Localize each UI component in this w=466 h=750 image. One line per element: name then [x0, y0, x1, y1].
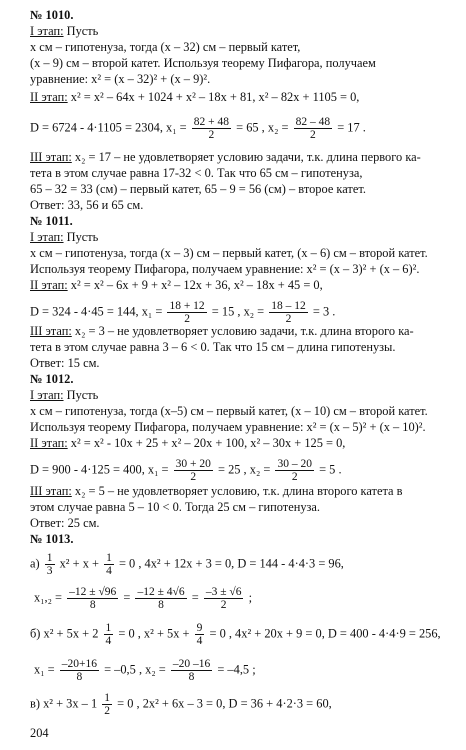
- denominator: 4: [105, 635, 112, 647]
- math-text: в) x² + 3x – 1: [30, 696, 98, 711]
- math-text: = 0 , x² + 5x +: [118, 626, 190, 641]
- text-line: Используя теорему Пифагора, получаем уравнение: x² = (x – 5)² + (x – 10)².: [30, 420, 426, 434]
- numerator: 1: [104, 692, 111, 704]
- math-text: =: [191, 590, 199, 605]
- text-line: тета в этом случае равна 3 – 6 < 0. Так что 15 см – длина гипотенузы.: [30, 340, 396, 354]
- denominator: 8: [158, 599, 164, 611]
- problem-1012-stage2-line: [30, 436, 452, 450]
- math-text: б) x² + 5x + 2: [30, 626, 99, 641]
- math-text: = 0 , 2x² + 6x – 3 = 0, D = 36 + 4·2·3 = 60,: [117, 696, 332, 711]
- math-text: ;: [248, 590, 253, 605]
- math-text: = –0,5 , x₂ =: [104, 662, 166, 677]
- numerator: –20+16: [61, 658, 97, 670]
- denominator: 2: [208, 129, 215, 141]
- problem-1010-stage2-line: [30, 90, 452, 104]
- part-a-line: [30, 552, 452, 577]
- problem-1012-stage3-line: [30, 484, 452, 498]
- math-text: D = 6724 - 4·1105 = 2304, x₁ =: [30, 120, 187, 135]
- math-text: = 0 , 4x² + 12x + 3 = 0, D = 144 - 4·4·3 = 96,: [118, 556, 344, 571]
- equation-text: x² = x² - 10x + 25 + x² – 20x + 100, x² – 30x + 125 = 0,: [67, 436, 346, 450]
- text-line: x см – гипотенуза, тогда (x–5) см – первый катет, (x – 10) см – второй катет.: [30, 404, 428, 418]
- fraction: [192, 116, 231, 141]
- fraction: [294, 116, 333, 141]
- denominator: 2: [104, 705, 111, 717]
- problem-1012-header: № 1012.: [30, 372, 74, 386]
- math-text: = 15 , x₂ =: [211, 304, 265, 319]
- denominator: 2: [291, 471, 298, 483]
- math-text: D = 900 - 4·125 = 400, x₁ =: [30, 462, 169, 477]
- denominator: 2: [184, 313, 190, 325]
- math-text: =: [123, 590, 131, 605]
- problem-1010-header: № 1010.: [30, 8, 74, 22]
- numerator: 82 – 48: [295, 116, 331, 128]
- denominator: 2: [285, 313, 292, 325]
- math-text: = 65 , x₂ =: [236, 120, 289, 135]
- answer-line: Ответ: 33, 56 и 65 см.: [30, 198, 144, 212]
- denominator: 2: [190, 471, 197, 483]
- denominator: 4: [196, 635, 203, 647]
- text-line: x см – гипотенуза, тогда (x – 3) см – первый катет, (x – 6) см – второй катет.: [30, 246, 428, 260]
- stage-1-label: I этап:: [30, 230, 64, 244]
- math-text: x² + x +: [59, 556, 99, 571]
- stage-2-label: II этап:: [30, 278, 68, 292]
- text-line: Пусть: [63, 24, 99, 38]
- answer-line: Ответ: 25 см.: [30, 516, 100, 530]
- problem-1010-stage1-line: [30, 24, 452, 38]
- part-b-roots-line: [34, 658, 452, 683]
- numerator: 30 – 20: [277, 458, 312, 470]
- fraction: [171, 658, 212, 683]
- text-line: этом случае равна 5 – 10 < 0. Тогда 25 см – гипотенуза.: [30, 500, 321, 514]
- text-line: (x – 9) см – второй катет. Используя теорему Пифагора, получаем: [30, 56, 376, 70]
- numerator: 30 + 20: [175, 458, 211, 470]
- equation-text: x² = x² – 6x + 9 + x² – 12x + 36, x² – 18x + 45 = 0,: [67, 278, 323, 292]
- denominator: 3: [46, 565, 53, 577]
- text-line: x см – гипотенуза, тогда (x – 32) см – первый катет,: [30, 40, 301, 54]
- fraction: [104, 622, 114, 647]
- fraction: [104, 552, 114, 577]
- page-number: 204: [30, 726, 49, 740]
- fraction: [135, 586, 186, 611]
- numerator: 1: [105, 622, 112, 634]
- math-text: x₁ =: [34, 662, 55, 677]
- problem-1012-stage1-line: [30, 388, 452, 402]
- stage-3-label: III этап:: [30, 324, 72, 338]
- problem-1011-header: № 1011.: [30, 214, 73, 228]
- text-line: 65 – 32 = 33 (см) – первый катет, 65 – 9 = 56 (см) – второе катет.: [30, 182, 366, 196]
- denominator: 8: [76, 671, 83, 683]
- text-line: x₂ = 17 – не удовлетворяет условию задачи, т.к. длина первого ка-: [71, 150, 421, 164]
- text-line: Пусть: [63, 388, 99, 402]
- problem-1011-stage2-line: [30, 278, 452, 292]
- fraction: [275, 458, 314, 483]
- fraction: [174, 458, 213, 483]
- text-line: x₂ = 3 – не удовлетворяет условию задачи, т.к. длина второго ка-: [71, 324, 414, 338]
- fraction: [204, 586, 244, 611]
- denominator: 2: [220, 599, 227, 611]
- math-text: D = 324 - 4·45 = 144, x₁ =: [30, 304, 163, 319]
- math-text: = 5 .: [319, 462, 342, 477]
- numerator: 82 + 48: [193, 116, 229, 128]
- numerator: –12 ± √96: [69, 586, 117, 598]
- text-line: Пусть: [63, 230, 99, 244]
- fraction: [67, 586, 118, 611]
- numerator: –3 ± √6: [205, 586, 242, 598]
- denominator: 8: [188, 671, 195, 683]
- stage-2-label: II этап:: [30, 90, 68, 104]
- stage-1-label: I этап:: [30, 24, 64, 38]
- roots-line: [30, 116, 452, 141]
- fraction: [102, 692, 112, 717]
- numerator: –12 ± 4√6: [137, 586, 185, 598]
- text-line: тета в этом случае равна 17-32 < 0. Так что 65 см – гипотенуза,: [30, 166, 363, 180]
- math-text: а): [30, 556, 40, 571]
- math-text: = –4,5 ;: [217, 662, 256, 677]
- stage-1-label: I этап:: [30, 388, 64, 402]
- numerator: –20 –16: [172, 658, 211, 670]
- numerator: 9: [196, 622, 203, 634]
- fraction: [167, 300, 206, 325]
- stage-3-label: III этап:: [30, 484, 72, 498]
- numerator: 18 – 12: [271, 300, 306, 312]
- fraction: [60, 658, 99, 683]
- numerator: 1: [46, 552, 53, 564]
- problem-1013-header: № 1013.: [30, 532, 74, 546]
- denominator: 4: [106, 565, 112, 577]
- numerator: 18 + 12: [169, 300, 205, 312]
- fraction: [195, 622, 205, 647]
- denominator: 2: [309, 129, 316, 141]
- answer-line: Ответ: 15 см.: [30, 356, 100, 370]
- part-c-line: [30, 692, 452, 717]
- problem-1011-stage3-line: [30, 324, 452, 338]
- fraction: [45, 552, 55, 577]
- stage-3-label: III этап:: [30, 150, 72, 164]
- fraction: [269, 300, 308, 325]
- text-line: Используя теорему Пифагора, получаем уравнение: x² = (x – 3)² + (x – 6)².: [30, 262, 420, 276]
- problem-1011-stage1-line: [30, 230, 452, 244]
- part-a-roots-line: [34, 586, 452, 611]
- equation-text: x² = x² – 64x + 1024 + x² – 18x + 81, x² – 82x + 1105 = 0,: [67, 90, 360, 104]
- part-b-line: [30, 622, 452, 647]
- math-text: = 25 , x₂ =: [217, 462, 271, 477]
- equation-line: уравнение: x² = (x – 32)² + (x – 9)².: [30, 72, 211, 86]
- math-text: x₁,₂ =: [34, 590, 63, 605]
- math-text: = 0 , 4x² + 20x + 9 = 0, D = 400 - 4·4·9 = 256,: [209, 626, 441, 641]
- roots-line: [30, 300, 452, 325]
- math-text: = 3 .: [312, 304, 336, 319]
- problem-1010-stage3-line: [30, 150, 452, 164]
- numerator: 1: [106, 552, 112, 564]
- math-text: = 17 .: [337, 120, 366, 135]
- stage-2-label: II этап:: [30, 436, 68, 450]
- denominator: 8: [89, 599, 96, 611]
- roots-line: [30, 458, 452, 483]
- text-line: x₂ = 5 – не удовлетворяет условию, т.к. длина второго катета в: [71, 484, 403, 498]
